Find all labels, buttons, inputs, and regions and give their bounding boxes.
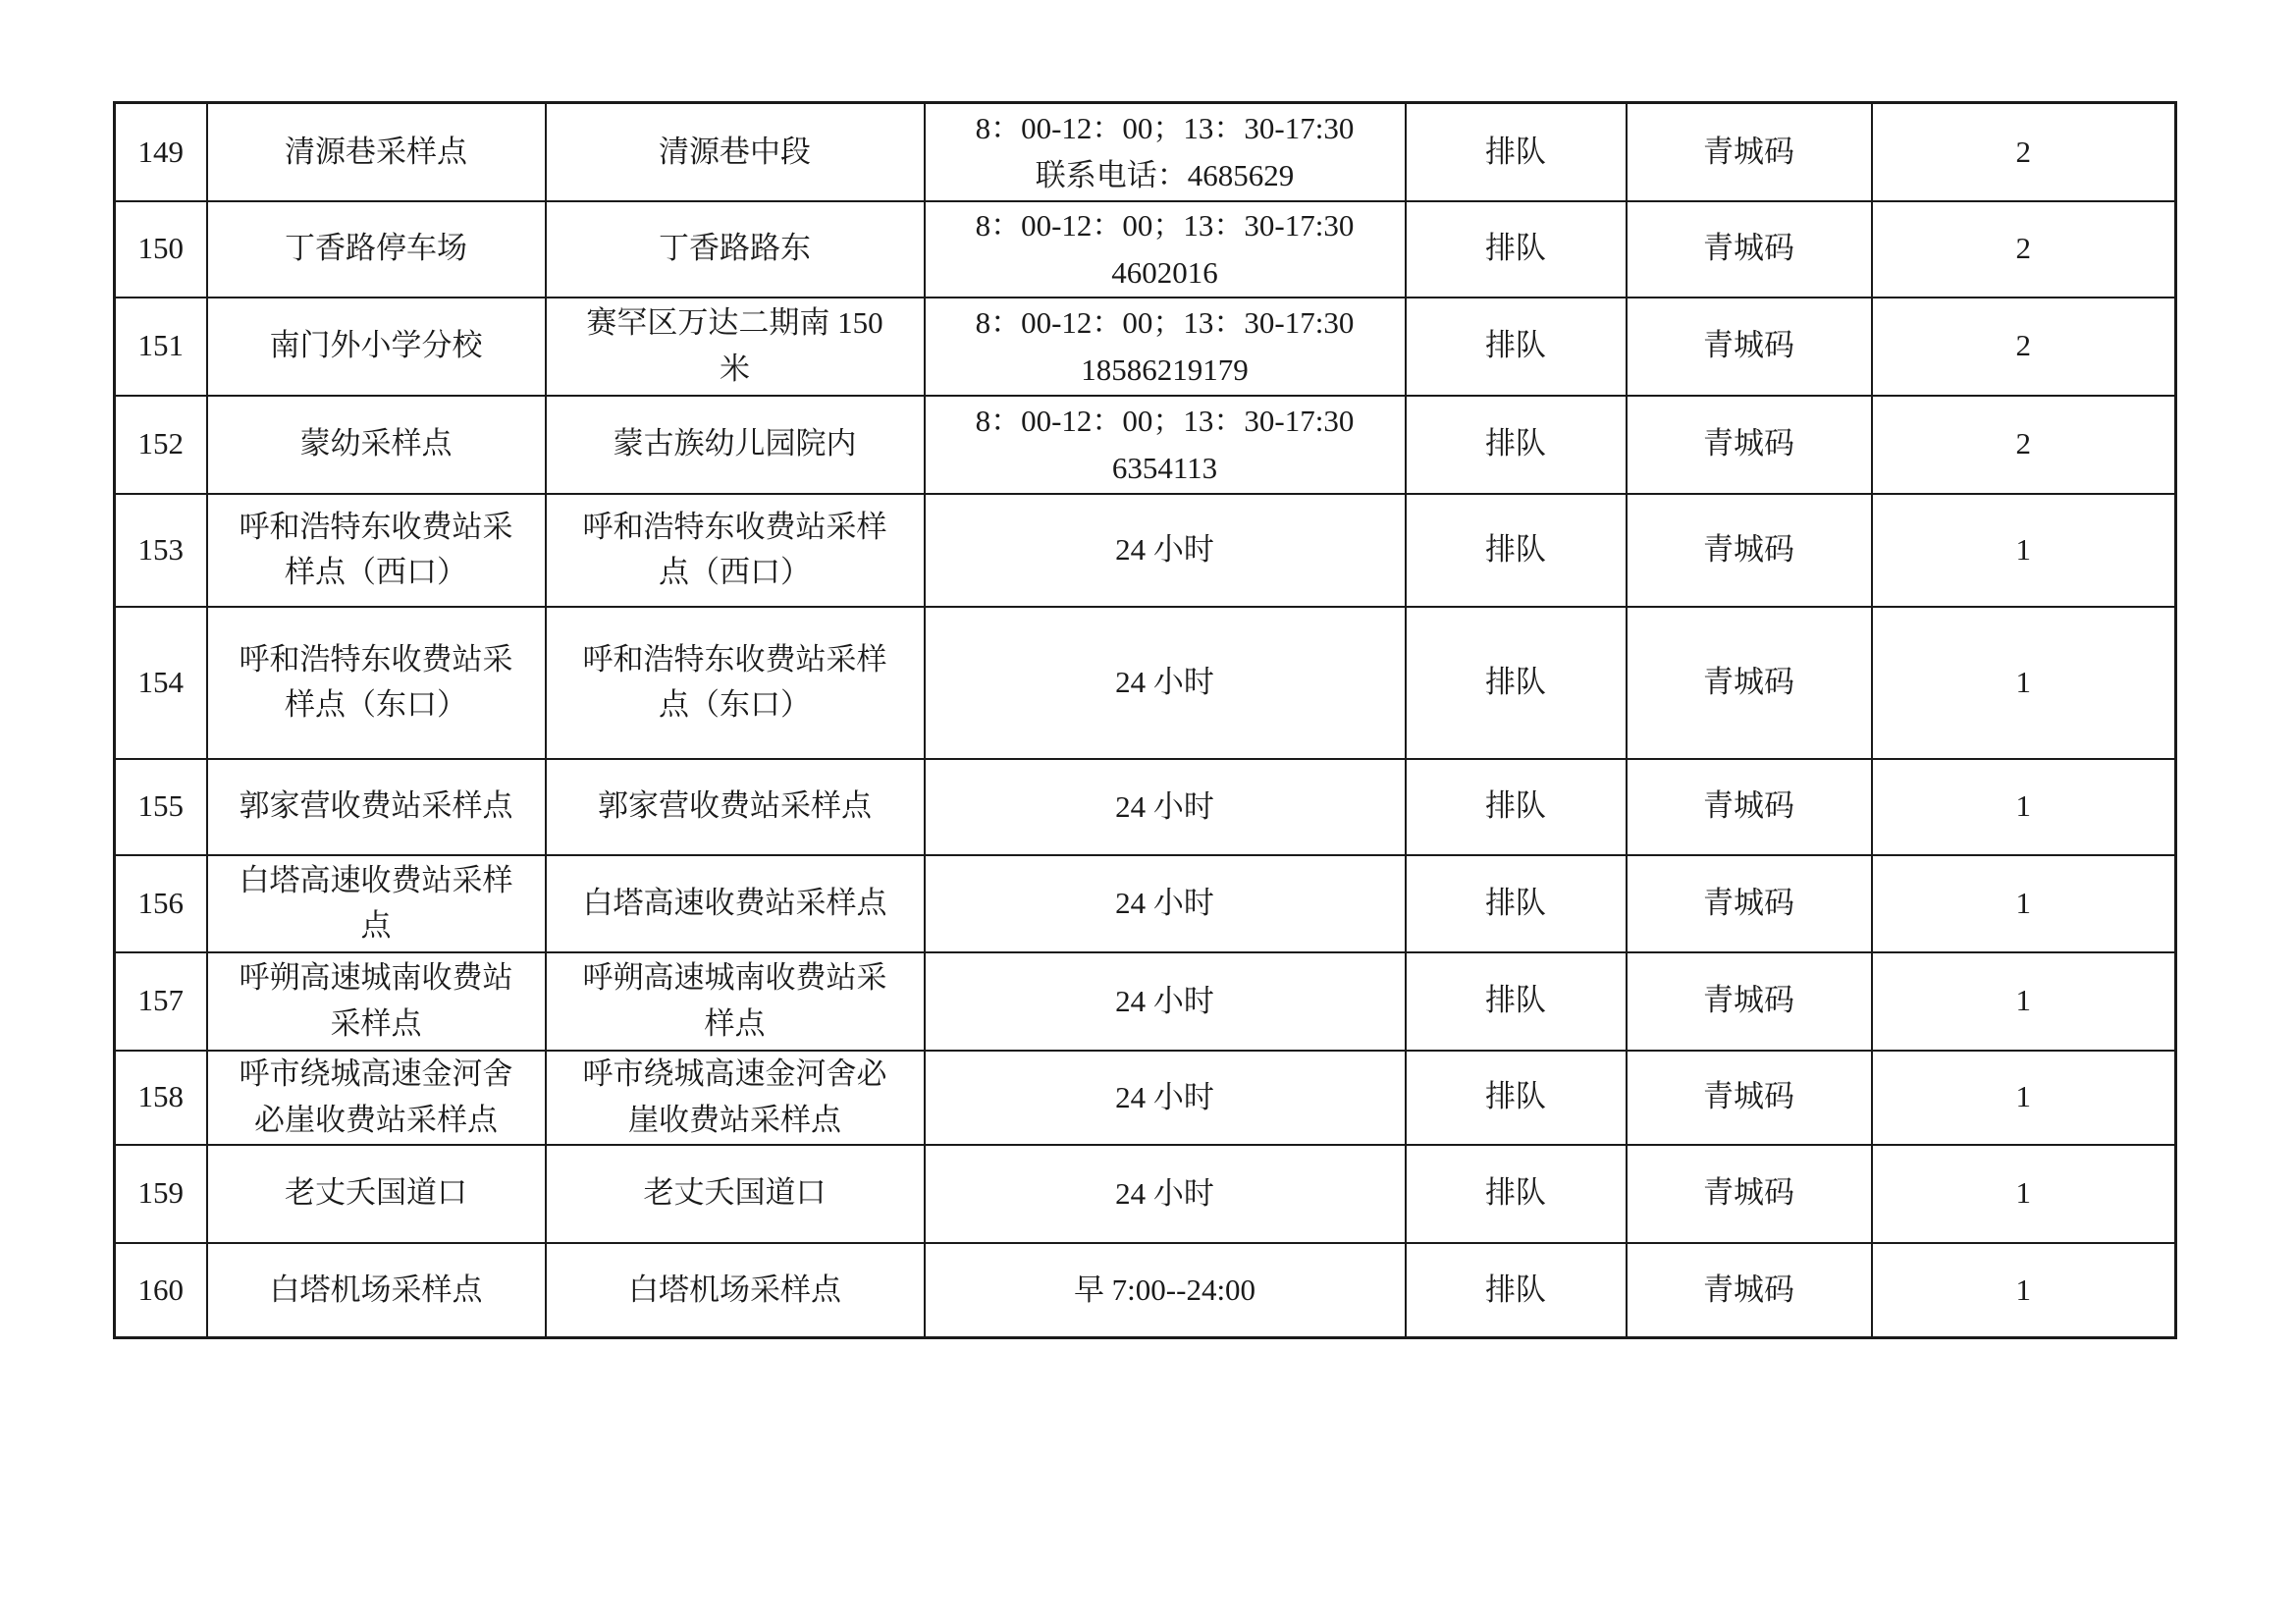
row-number-cell: 149 (115, 103, 207, 201)
count-cell: 1 (1872, 952, 2176, 1051)
site-name-cell: 呼朔高速城南收费站采样点 (207, 952, 546, 1051)
hours-line1: 24 小时 (1115, 886, 1214, 921)
hours-line1: 8：00-12：00；13：30-17:30 (975, 403, 1355, 438)
hours-line2: 联系电话：4685629 (1035, 157, 1295, 192)
health-code-cell: 青城码 (1627, 759, 1872, 855)
site-name-cell: 蒙幼采样点 (207, 396, 546, 494)
count-cell: 1 (1872, 759, 2176, 855)
row-number-cell: 156 (115, 855, 207, 952)
row-number-cell: 154 (115, 607, 207, 759)
site-name-cell: 呼和浩特东收费站采样点（东口） (207, 607, 546, 759)
table-row (115, 494, 2176, 607)
count-cell: 2 (1872, 396, 2176, 494)
hours-line1: 8：00-12：00；13：30-17:30 (975, 304, 1355, 340)
site-location-cell: 老丈夭国道口 (546, 1145, 925, 1243)
sampling-points-table (113, 101, 2177, 1339)
row-number-cell: 151 (115, 298, 207, 396)
health-code-cell: 青城码 (1627, 1145, 1872, 1243)
count-cell: 1 (1872, 607, 2176, 759)
hours-cell (925, 759, 1406, 855)
hours-cell (925, 298, 1406, 396)
table-row (115, 759, 2176, 855)
site-name-cell: 白塔高速收费站采样点 (207, 855, 546, 952)
row-number-cell: 157 (115, 952, 207, 1051)
row-number-cell: 160 (115, 1243, 207, 1338)
health-code-cell: 青城码 (1627, 201, 1872, 298)
hours-cell (925, 1145, 1406, 1243)
site-name-cell: 呼和浩特东收费站采样点（西口） (207, 494, 546, 607)
health-code-cell: 青城码 (1627, 1051, 1872, 1145)
row-number-cell: 155 (115, 759, 207, 855)
site-location-cell: 郭家营收费站采样点 (546, 759, 925, 855)
health-code-cell: 青城码 (1627, 1243, 1872, 1338)
table-row (115, 396, 2176, 494)
hours-line1: 24 小时 (1115, 1175, 1214, 1211)
site-name-cell: 南门外小学分校 (207, 298, 546, 396)
hours-line1: 24 小时 (1115, 788, 1214, 824)
table-row (115, 103, 2176, 201)
row-number-cell: 152 (115, 396, 207, 494)
hours-line1: 24 小时 (1115, 532, 1214, 568)
row-number-cell: 150 (115, 201, 207, 298)
site-location-cell: 呼和浩特东收费站采样点（西口） (546, 494, 925, 607)
table-row (115, 1051, 2176, 1145)
queue-status-cell: 排队 (1406, 952, 1627, 1051)
queue-status-cell: 排队 (1406, 298, 1627, 396)
hours-line1: 早 7:00--24:00 (1073, 1272, 1256, 1307)
hours-cell (925, 855, 1406, 952)
count-cell: 2 (1872, 298, 2176, 396)
row-number-cell: 158 (115, 1051, 207, 1145)
table-row (115, 1145, 2176, 1243)
count-cell: 1 (1872, 1243, 2176, 1338)
hours-line1: 24 小时 (1115, 665, 1214, 700)
health-code-cell: 青城码 (1627, 855, 1872, 952)
queue-status-cell: 排队 (1406, 855, 1627, 952)
site-location-cell: 呼朔高速城南收费站采样点 (546, 952, 925, 1051)
hours-cell (925, 1243, 1406, 1338)
table-row (115, 1243, 2176, 1338)
site-location-cell: 呼市绕城高速金河舍必崖收费站采样点 (546, 1051, 925, 1145)
health-code-cell: 青城码 (1627, 494, 1872, 607)
hours-cell (925, 103, 1406, 201)
site-location-cell: 呼和浩特东收费站采样点（东口） (546, 607, 925, 759)
count-cell: 2 (1872, 103, 2176, 201)
table-row (115, 607, 2176, 759)
site-location-cell: 白塔高速收费站采样点 (546, 855, 925, 952)
site-location-cell: 赛罕区万达二期南 150 米 (546, 298, 925, 396)
queue-status-cell: 排队 (1406, 1051, 1627, 1145)
hours-line1: 8：00-12：00；13：30-17:30 (975, 110, 1355, 145)
count-cell: 1 (1872, 494, 2176, 607)
site-location-cell: 丁香路路东 (546, 201, 925, 298)
table-row (115, 855, 2176, 952)
hours-cell (925, 1051, 1406, 1145)
health-code-cell: 青城码 (1627, 103, 1872, 201)
queue-status-cell: 排队 (1406, 759, 1627, 855)
queue-status-cell: 排队 (1406, 103, 1627, 201)
queue-status-cell: 排队 (1406, 1145, 1627, 1243)
site-name-cell: 清源巷采样点 (207, 103, 546, 201)
site-name-cell: 呼市绕城高速金河舍必崖收费站采样点 (207, 1051, 546, 1145)
health-code-cell: 青城码 (1627, 607, 1872, 759)
queue-status-cell: 排队 (1406, 1243, 1627, 1338)
hours-line1: 24 小时 (1115, 983, 1214, 1018)
hours-cell (925, 952, 1406, 1051)
hours-line1: 8：00-12：00；13：30-17:30 (975, 207, 1355, 243)
hours-cell (925, 396, 1406, 494)
table-row (115, 201, 2176, 298)
hours-cell (925, 494, 1406, 607)
site-location-cell: 白塔机场采样点 (546, 1243, 925, 1338)
count-cell: 1 (1872, 1051, 2176, 1145)
row-number-cell: 153 (115, 494, 207, 607)
hours-line2: 4602016 (1111, 254, 1218, 290)
hours-line1: 24 小时 (1115, 1079, 1214, 1114)
count-cell: 1 (1872, 855, 2176, 952)
count-cell: 2 (1872, 201, 2176, 298)
site-location-cell: 蒙古族幼儿园院内 (546, 396, 925, 494)
hours-line2: 6354113 (1111, 450, 1218, 485)
count-cell: 1 (1872, 1145, 2176, 1243)
site-name-cell: 白塔机场采样点 (207, 1243, 546, 1338)
health-code-cell: 青城码 (1627, 952, 1872, 1051)
site-name-cell: 郭家营收费站采样点 (207, 759, 546, 855)
queue-status-cell: 排队 (1406, 396, 1627, 494)
health-code-cell: 青城码 (1627, 298, 1872, 396)
queue-status-cell: 排队 (1406, 607, 1627, 759)
hours-cell (925, 201, 1406, 298)
table-row (115, 952, 2176, 1051)
row-number-cell: 159 (115, 1145, 207, 1243)
site-name-cell: 老丈夭国道口 (207, 1145, 546, 1243)
table-body (115, 103, 2176, 1338)
site-location-cell: 清源巷中段 (546, 103, 925, 201)
site-name-cell: 丁香路停车场 (207, 201, 546, 298)
hours-cell (925, 607, 1406, 759)
queue-status-cell: 排队 (1406, 494, 1627, 607)
queue-status-cell: 排队 (1406, 201, 1627, 298)
table-row (115, 298, 2176, 396)
health-code-cell: 青城码 (1627, 396, 1872, 494)
hours-line2: 18586219179 (1081, 352, 1249, 387)
